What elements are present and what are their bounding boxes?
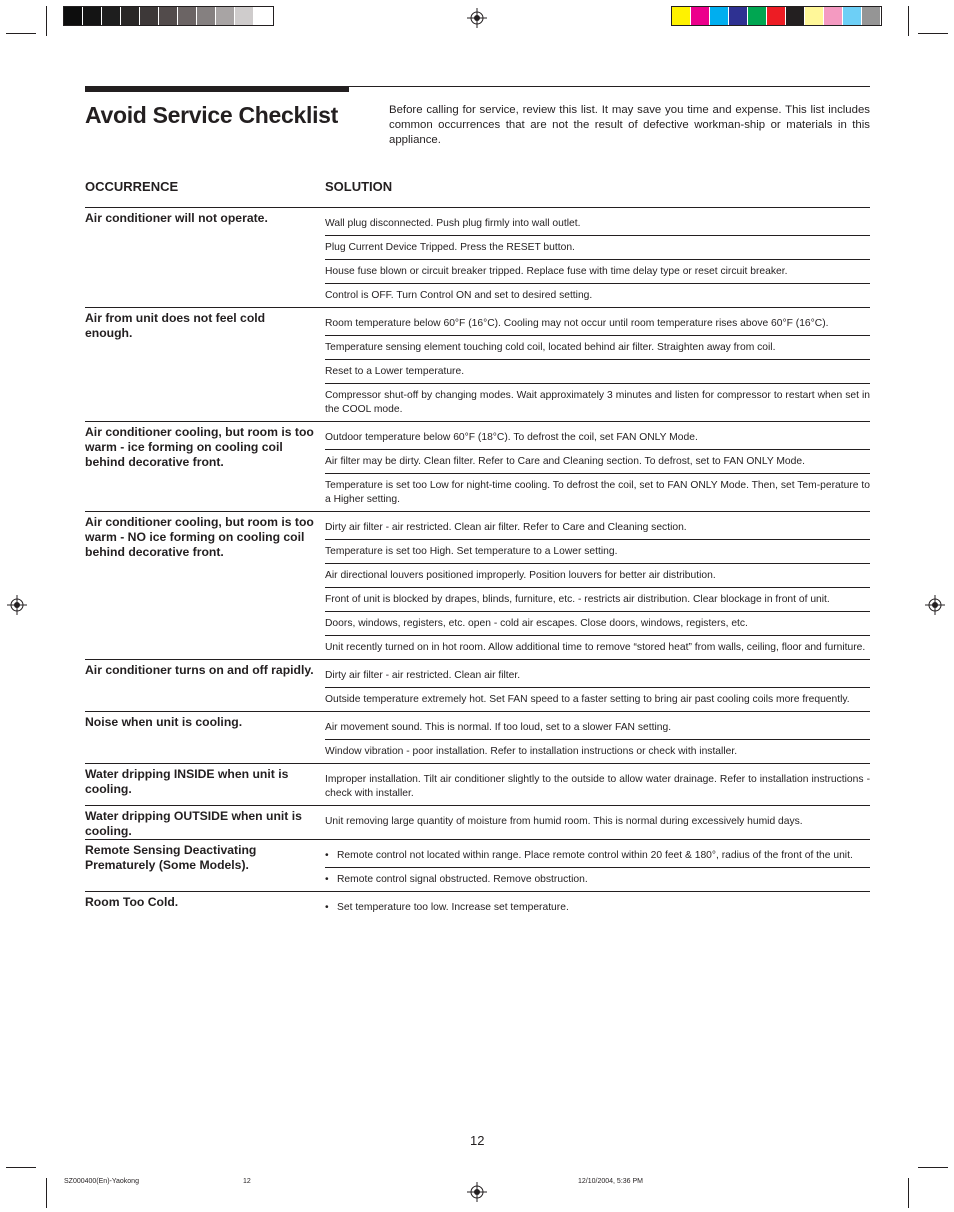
bullet-icon: • xyxy=(325,902,329,913)
crop-mark xyxy=(918,1167,948,1168)
solution-list xyxy=(325,712,870,763)
color-swatch xyxy=(691,7,710,25)
solution-item: Improper installation. Tilt air conditioner slightly to the outside to allow water drainage. Refer to installation instructions - check with installer. xyxy=(325,774,870,799)
checklist-row xyxy=(85,805,870,839)
gray-swatch xyxy=(102,7,121,25)
solution-item: Room temperature below 60°F (16°C). Cooling may not occur until room temperature rises above 60°F (16°C). xyxy=(325,318,829,329)
crop-mark xyxy=(918,33,948,34)
solution-item: Air movement sound. This is normal. If too loud, set to a slower FAN setting. xyxy=(325,722,672,733)
checklist-row xyxy=(85,307,870,421)
checklist-table xyxy=(85,207,870,919)
registration-mark-icon xyxy=(925,595,945,615)
checklist-row xyxy=(85,207,870,307)
footer-page: 12 xyxy=(243,1178,251,1185)
solution-list xyxy=(325,512,870,659)
crop-mark xyxy=(908,1178,909,1208)
solution-item: House fuse blown or circuit breaker tripped. Replace fuse with time delay type or reset circuit breaker. xyxy=(325,259,870,283)
color-swatch xyxy=(672,7,691,25)
registration-mark-icon xyxy=(7,595,27,615)
solution-item: Reset to a Lower temperature. xyxy=(325,359,870,383)
occurrence-cell: Air conditioner will not operate. xyxy=(85,211,268,225)
page-title: Avoid Service Checklist xyxy=(85,102,339,128)
crop-mark xyxy=(46,1178,47,1208)
grayscale-bar xyxy=(64,7,273,25)
solution-item: Air directional louvers positioned improperly. Position louvers for better air distribution. xyxy=(325,563,870,587)
solution-list xyxy=(325,308,870,421)
solution-item: Dirty air filter - air restricted. Clean air filter. xyxy=(325,670,521,681)
solution-item: Outdoor temperature below 60°F (18°C). To defrost the coil, set FAN ONLY Mode. xyxy=(325,432,698,443)
color-swatch xyxy=(748,7,767,25)
solution-text: Remote control not located within range. Place remote control within 20 feet & 180°, radius of the front of the unit. xyxy=(337,850,853,861)
solution-item: Plug Current Device Tripped. Press the RESET button. xyxy=(325,235,870,259)
color-bar xyxy=(672,7,881,25)
registration-mark-icon xyxy=(467,1182,487,1202)
solution-item: Outside temperature extremely hot. Set FAN speed to a faster setting to bring air past cooling coils more frequently. xyxy=(325,687,870,711)
occurrence-cell: Water dripping INSIDE when unit is cooling. xyxy=(85,767,289,796)
gray-swatch xyxy=(83,7,102,25)
solution-item: Wall plug disconnected. Push plug firmly into wall outlet. xyxy=(325,218,581,229)
occurrence-cell: Air conditioner cooling, but room is too warm - NO ice forming on cooling coil behind decorative front. xyxy=(85,515,314,559)
header-rule xyxy=(349,86,870,87)
occurrence-column-header: OCCURRENCE xyxy=(85,179,179,194)
checklist-row xyxy=(85,659,870,711)
occurrence-cell: Water dripping OUTSIDE when unit is cooling. xyxy=(85,809,302,838)
checklist-row xyxy=(85,421,870,511)
registration-mark-icon xyxy=(467,8,487,28)
solution-item: Control is OFF. Turn Control ON and set to desired setting. xyxy=(325,283,870,307)
page-number: 12 xyxy=(470,1133,485,1148)
solution-item: Window vibration - poor installation. Refer to installation instructions or check with installer. xyxy=(325,739,870,763)
solution-list xyxy=(325,892,870,919)
occurrence-cell: Noise when unit is cooling. xyxy=(85,715,243,729)
solution-text: Set temperature too low. Increase set temperature. xyxy=(337,902,569,913)
solution-item: Unit removing large quantity of moisture from humid room. This is normal during excessively humid days. xyxy=(325,816,803,827)
title-rule xyxy=(85,86,349,92)
solution-text: Remote control signal obstructed. Remove obstruction. xyxy=(337,874,588,885)
solution-item xyxy=(325,867,870,891)
gray-swatch xyxy=(235,7,254,25)
footer-date: 12/10/2004, 5:36 PM xyxy=(578,1178,643,1185)
occurrence-cell: Air conditioner cooling, but room is too warm - ice forming on cooling coil behind decorative front. xyxy=(85,425,314,469)
solution-item: Temperature is set too Low for night-time cooling. To defrost the coil, set to FAN ONLY Mode. Then, set Tem-perature to a Higher setting. xyxy=(325,473,870,511)
solution-list xyxy=(325,660,870,711)
checklist-row xyxy=(85,511,870,659)
gray-swatch xyxy=(64,7,83,25)
color-swatch xyxy=(862,7,881,25)
checklist-row xyxy=(85,839,870,891)
color-swatch xyxy=(729,7,748,25)
checklist-row xyxy=(85,711,870,763)
solution-item: Unit recently turned on in hot room. Allow additional time to remove “stored heat” from walls, ceiling, floor and furniture. xyxy=(325,635,870,659)
footer-file: SZ000400(En)-Yaokong xyxy=(64,1178,139,1185)
gray-swatch xyxy=(159,7,178,25)
color-swatch xyxy=(767,7,786,25)
solution-column-header: SOLUTION xyxy=(325,179,393,194)
solution-item: Doors, windows, registers, etc. open - cold air escapes. Close doors, windows, registers, etc. xyxy=(325,611,870,635)
solution-list xyxy=(325,208,870,307)
intro-text: Before calling for service, review this list. It may save you time and expense. This list includes common occurrences that are not the result of defective workman-ship or materials in this appliance. xyxy=(389,104,870,146)
solution-item: Temperature sensing element touching cold coil, located behind air filter. Straighten away from coil. xyxy=(325,335,870,359)
crop-mark xyxy=(908,6,909,36)
solution-item: Temperature is set too High. Set temperature to a Lower setting. xyxy=(325,539,870,563)
gray-swatch xyxy=(197,7,216,25)
bullet-icon: • xyxy=(325,874,329,885)
solution-item: Air filter may be dirty. Clean filter. Refer to Care and Cleaning section. To defrost, set to FAN ONLY Mode. xyxy=(325,449,870,473)
checklist-row xyxy=(85,891,870,919)
color-swatch xyxy=(710,7,729,25)
color-swatch xyxy=(843,7,862,25)
gray-swatch xyxy=(254,7,273,25)
gray-swatch xyxy=(178,7,197,25)
color-swatch xyxy=(805,7,824,25)
solution-list xyxy=(325,422,870,511)
color-swatch xyxy=(786,7,805,25)
crop-mark xyxy=(6,33,36,34)
solution-item xyxy=(325,892,870,919)
color-swatch xyxy=(824,7,843,25)
occurrence-cell: Air from unit does not feel cold enough. xyxy=(85,311,266,340)
solution-item xyxy=(325,840,870,867)
solution-list xyxy=(325,764,870,805)
occurrence-cell: Air conditioner turns on and off rapidly. xyxy=(85,663,314,677)
solution-list xyxy=(325,806,870,839)
gray-swatch xyxy=(216,7,235,25)
gray-swatch xyxy=(140,7,159,25)
solution-list xyxy=(325,840,870,891)
solution-item: Dirty air filter - air restricted. Clean air filter. Refer to Care and Cleaning section. xyxy=(325,522,687,533)
solution-item: Front of unit is blocked by drapes, blinds, furniture, etc. - restricts air distribution. Clear blockage in front of unit. xyxy=(325,587,870,611)
gray-swatch xyxy=(121,7,140,25)
solution-item: Compressor shut-off by changing modes. Wait approximately 3 minutes and listen for compressor to restart when set in the COOL mode. xyxy=(325,383,870,421)
checklist-row xyxy=(85,763,870,805)
crop-mark xyxy=(6,1167,36,1168)
crop-mark xyxy=(46,6,47,36)
occurrence-cell: Remote Sensing Deactivating Prematurely (Some Models). xyxy=(85,843,257,872)
occurrence-cell: Room Too Cold. xyxy=(85,895,179,909)
bullet-icon: • xyxy=(325,850,329,861)
